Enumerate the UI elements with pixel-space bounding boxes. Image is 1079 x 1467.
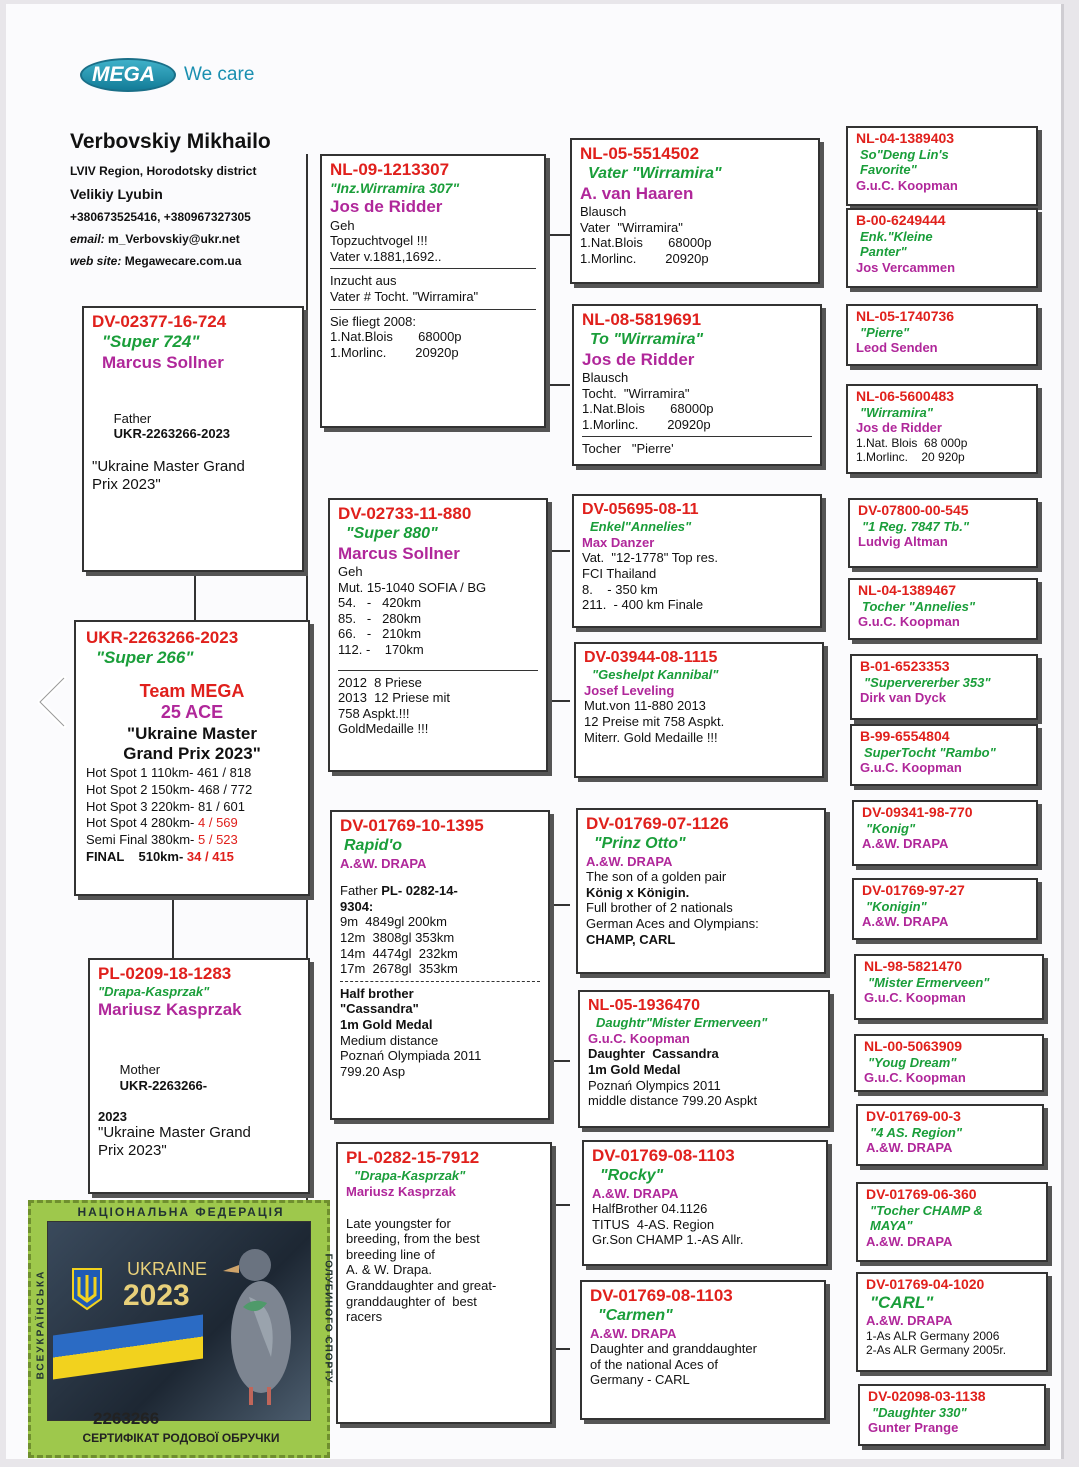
chevron-left-icon[interactable]	[32, 672, 72, 732]
info-line: HalfBrother 04.1126	[592, 1201, 708, 1217]
pigeon-name: "Konigin"	[866, 898, 927, 914]
breeder-name: A.&W. DRAPA	[866, 1140, 953, 1156]
ring-number: NL-04-1389403	[856, 130, 955, 146]
result-label: Semi Final 380km-	[86, 832, 195, 848]
ancestor-card-gen4[interactable]	[846, 304, 1038, 366]
breeder-name: A.&W. DRAPA	[586, 853, 673, 869]
pigeon-icon	[209, 1237, 305, 1409]
divider	[338, 670, 538, 671]
mm-line: granddaughter of best	[346, 1293, 477, 1309]
pigeon-name: So"Deng Lin's	[860, 146, 949, 162]
ring-number: DV-09341-98-770	[862, 804, 973, 820]
stamp-left-text: ВСЕУКРАЇНСЬКА	[35, 1269, 47, 1380]
info-line: 1.Nat.Blois 68000p	[582, 401, 714, 417]
breeder-name: A.&W. DRAPA	[592, 1185, 679, 1201]
web-label: web site:	[70, 254, 122, 268]
pigeon-name: "Mister Ermerveen"	[868, 974, 990, 990]
mf-line: 14m 4474gl 232km	[340, 945, 458, 961]
ancestor-card-gen3[interactable]	[574, 642, 824, 778]
divider	[330, 309, 536, 310]
info-line: TITUS 4-AS. Region	[592, 1216, 715, 1232]
pigeon-name: "Tocher CHAMP &	[870, 1202, 983, 1218]
fm-line: GoldMedaille !!!	[338, 721, 429, 737]
pigeon-name: "Rocky"	[600, 1167, 664, 1185]
info-line: 1.Nat. Blois 68 000p	[856, 435, 968, 450]
stamp-bottom-text: СЕРТИФІКАТ РОДОВОЇ ОБРУЧКИ	[82, 1431, 280, 1445]
breeder-name: Ludvig Altman	[858, 534, 948, 550]
mf-line: 9m 4849gl 200km	[340, 914, 447, 930]
mm-ring: PL-0282-15-7912	[346, 1148, 480, 1167]
mm-line: breeding line of	[346, 1246, 435, 1262]
pigeon-name: "Wirramira"	[860, 404, 933, 420]
subject-team: Team MEGA	[139, 680, 245, 701]
info-line: 2-As ALR Germany 2005r.	[866, 1343, 1007, 1358]
pigeon-name: "Konig"	[866, 820, 916, 836]
mother-card[interactable]	[88, 958, 310, 1194]
ff-line: Topzuchtvogel !!!	[330, 233, 428, 249]
info-line: 1.Morlinc. 20920p	[580, 250, 709, 266]
father-ring: DV-02377-16-724	[92, 312, 227, 331]
owner-web: Megawecare.com.ua	[124, 254, 242, 268]
connector	[546, 700, 570, 702]
stamp-top-text: НАЦІОНАЛЬНА ФЕДЕРАЦІЯ	[77, 1205, 285, 1219]
fm-line: Mut. 15-1040 SOFIA / BG	[338, 579, 487, 595]
mf-line: Medium distance	[340, 1032, 439, 1048]
breeder-name: Max Danzer	[582, 534, 655, 550]
result-label: Hot Spot 2 150km-	[86, 781, 195, 797]
mf-line: 12m 3808gl 353km	[340, 929, 455, 945]
pigeon-name: "Youg Dream"	[868, 1054, 957, 1070]
owner-info	[70, 130, 320, 268]
info-line: Mut.von 11-880 2013	[584, 698, 706, 714]
pigeon-name: "Pierre"	[860, 324, 910, 340]
ff-line: Inzucht aus	[330, 273, 397, 289]
ring-number: DV-01769-06-360	[866, 1186, 977, 1202]
result-row	[86, 832, 298, 849]
breeder-name: Gunter Prange	[868, 1420, 959, 1436]
mf-father-ref2: 9304:	[340, 898, 374, 914]
info-line: 1.Morlinc. 20 920p	[856, 450, 965, 465]
connector	[172, 894, 174, 960]
mother-ref-row	[98, 1046, 300, 1108]
ring-number: DV-01769-97-27	[862, 882, 965, 898]
breeder-name: Jos Vercammen	[856, 259, 956, 275]
info-line: Tocht. "Wirramira"	[582, 385, 690, 401]
owner-email: m_Verbovskiy@ukr.net	[108, 232, 240, 246]
ancestor-card-gen3[interactable]	[576, 808, 826, 974]
fm-line: 2013 12 Priese mit	[338, 690, 451, 706]
subject-card[interactable]	[74, 620, 310, 896]
result-label: Hot Spot 3 220km-	[86, 798, 195, 814]
father-name: "Super 724"	[102, 332, 200, 352]
breeder-name: A.&W. DRAPA	[866, 1313, 953, 1329]
result-row	[86, 765, 298, 782]
ring-number: NL-05-1936470	[588, 997, 701, 1014]
ancestor-card-gen4[interactable]	[852, 878, 1038, 940]
owner-phones: +380673525416, +380967327305	[70, 210, 251, 224]
ancestor-card-gen4[interactable]	[852, 800, 1038, 866]
mm-line: Late youngster for	[346, 1215, 451, 1231]
pedigree-sheet	[6, 4, 1064, 1459]
breeder-name: A.&W. DRAPA	[590, 1325, 677, 1341]
breeder-name: Josef Leveling	[584, 682, 675, 698]
pigeon-name: SuperTocht "Rambo"	[864, 744, 996, 760]
pigeon-name: Enk."Kleine	[860, 228, 933, 244]
connector	[194, 570, 196, 622]
pigeon-name: "Supervererber 353"	[864, 674, 991, 690]
breeder-name: G.u.C. Koopman	[860, 760, 962, 776]
ancestor-card-gen4[interactable]	[856, 1104, 1044, 1166]
ff-name: "Inz.Wirramira 307"	[330, 180, 460, 197]
ring-number: DV-02098-03-1138	[868, 1388, 986, 1404]
father-note: "Ukraine Master Grand	[92, 457, 245, 475]
pigeon-name: "Carmen"	[598, 1307, 673, 1325]
ancestor-card-gen3[interactable]	[572, 494, 822, 628]
breeder-name: A.&W. DRAPA	[862, 836, 949, 852]
granddam-maternal-card[interactable]	[336, 1142, 552, 1424]
mf-name: Rapid'o	[344, 837, 403, 855]
pigeon-name: To "Wirramira"	[590, 331, 704, 349]
mf-ring: DV-01769-10-1395	[340, 816, 484, 835]
ring-number: DV-03944-08-1115	[584, 649, 718, 666]
ring-number: B-00-6249444	[856, 212, 946, 228]
mf-father-row	[340, 883, 540, 899]
ancestor-card-gen3[interactable]	[582, 1140, 828, 1266]
mother-ring: PL-0209-18-1283	[98, 964, 232, 983]
breeder-name: Jos de Ridder	[582, 349, 695, 369]
info-line: Miterr. Gold Medaille !!!	[584, 729, 718, 745]
mf-line: 1m Gold Medal	[340, 1016, 433, 1032]
ring-number: NL-05-5514502	[580, 144, 700, 163]
father-label: Father	[113, 410, 152, 426]
mm-lines	[346, 1216, 542, 1325]
ancestor-card-gen3[interactable]	[580, 1280, 826, 1420]
mm-line: Granddaughter and great-	[346, 1277, 497, 1293]
info-line: Gr.Son CHAMP 1.-AS Allr.	[592, 1232, 744, 1248]
pigeon-name: "CARL"	[870, 1292, 934, 1312]
ring-number: NL-08-5819691	[582, 310, 702, 329]
mf-owner: A.&W. DRAPA	[340, 855, 427, 871]
mf-line: Poznań Olympiada 2011	[340, 1048, 482, 1064]
mf-line: "Cassandra"	[340, 1001, 419, 1017]
mega-logo	[80, 54, 280, 98]
ring-number: NL-00-5063909	[864, 1038, 963, 1054]
ring-number: DV-05695-08-11	[582, 501, 699, 518]
fm-line: 85. - 280km	[338, 610, 422, 626]
info-line: König x Königin.	[586, 884, 690, 900]
ring-number: DV-01769-04-1020	[866, 1276, 985, 1292]
fm-line: 112. - 170km	[338, 641, 424, 657]
ancestor-card-gen3[interactable]	[578, 990, 830, 1128]
pigeon-name: "Geshelpt Kannibal"	[592, 667, 719, 683]
result-label: Hot Spot 1 110km-	[86, 764, 194, 780]
ancestor-card-gen4[interactable]	[858, 1384, 1046, 1446]
result-value: 4 / 569	[198, 815, 238, 831]
logo-tagline: We care	[184, 64, 255, 85]
result-value: 5 / 523	[198, 832, 238, 848]
ff-line: Geh	[330, 217, 355, 233]
mf-line: 799.20 Asp	[340, 1063, 406, 1079]
fm-owner: Marcus Sollner	[338, 543, 460, 563]
info-line: middle distance 799.20 Aspkt	[588, 1093, 758, 1109]
ancestor-card-gen4[interactable]	[846, 384, 1038, 474]
subject-title: "Ukraine Master	[127, 723, 257, 743]
ring-number: B-01-6523353	[860, 658, 950, 674]
stamp-number: 2263266	[93, 1409, 160, 1428]
stamp-right-text: ГОЛУБИНОГО СПОРТУ	[322, 1253, 334, 1384]
info-line: CHAMP, CARL	[586, 931, 676, 947]
connector	[546, 384, 570, 386]
info-line: Germany - CARL	[590, 1372, 690, 1388]
result-row	[86, 782, 298, 799]
ancestor-card-gen4[interactable]	[846, 126, 1038, 206]
ancestor-card-gen4[interactable]	[850, 654, 1038, 720]
mm-line: racers	[346, 1309, 383, 1325]
connector	[546, 234, 570, 236]
grandsire-maternal-card[interactable]	[330, 810, 550, 1120]
ff-ring: NL-09-1213307	[330, 160, 450, 179]
pigeon-name: "Daughter 330"	[872, 1404, 967, 1420]
ancestor-card-gen4[interactable]	[846, 208, 1038, 288]
mother-name: "Drapa-Kasprzak"	[98, 984, 210, 1000]
breeder-name: A.&W. DRAPA	[862, 914, 949, 930]
pigeon-name: Favorite"	[860, 162, 917, 178]
info-line: 1.Morlinc. 20920p	[582, 416, 711, 432]
father-card[interactable]	[82, 306, 304, 572]
ancestor-card-gen4[interactable]	[848, 498, 1038, 568]
email-label: email:	[70, 232, 105, 246]
fm-line: 54. - 420km	[338, 595, 422, 611]
stamp-country: UKRAINE	[127, 1259, 208, 1279]
mother-owner: Mariusz Kasprzak	[98, 999, 242, 1019]
ancestor-card-gen3[interactable]	[570, 138, 820, 284]
result-row	[86, 815, 298, 832]
mother-ref: UKR-2263266-	[119, 1077, 208, 1093]
subject-ring: UKR-2263266-2023	[86, 628, 239, 647]
subject-results	[86, 765, 298, 866]
fm-lines	[338, 564, 538, 737]
mf-father-ref: PL- 0282-14-	[381, 883, 458, 899]
breeder-name: G.u.C. Koopman	[864, 990, 966, 1006]
result-label: Hot Spot 4 280km-	[86, 815, 195, 831]
father-owner: Marcus Sollner	[102, 352, 224, 372]
result-row	[86, 799, 298, 816]
pigeon-name: Daughtr"Mister Ermerveen"	[596, 1015, 768, 1031]
owner-name: Verbovskiy Mikhailo	[70, 130, 271, 153]
subject-ace: 25 ACE	[160, 702, 224, 723]
mf-line: 17m 2678gl 353km	[340, 961, 458, 977]
subject-title: Grand Prix 2023"	[123, 744, 261, 764]
result-value: 468 / 772	[198, 781, 253, 797]
breeder-name: G.u.C. Koopman	[858, 614, 960, 630]
fm-ring: DV-02733-11-880	[338, 504, 472, 523]
result-value: 461 / 818	[197, 764, 252, 780]
ring-number: NL-06-5600483	[856, 388, 955, 404]
result-value: 34 / 415	[186, 849, 234, 865]
pigeon-name: Panter"	[860, 244, 907, 260]
ancestor-card-gen4[interactable]	[848, 578, 1038, 640]
breeder-name: G.u.C. Koopman	[856, 177, 958, 193]
pigeon-name: "4 AS. Region"	[870, 1124, 963, 1140]
owner-email-row	[70, 232, 320, 246]
fm-name: "Super 880"	[346, 525, 438, 543]
ring-number: NL-98-5821470	[864, 958, 963, 974]
subject-name: "Super 266"	[96, 648, 194, 668]
info-line: Daughter Cassandra	[588, 1046, 719, 1062]
mm-line: breeding, from the best	[346, 1231, 480, 1247]
logo-brand: MEGA	[92, 63, 155, 86]
granddam-paternal-card[interactable]	[328, 498, 548, 772]
result-label: FINAL 510km-	[86, 849, 184, 865]
info-line: of the national Aces of	[590, 1356, 718, 1372]
info-line: Blausch	[580, 203, 627, 219]
ring-number: B-99-6554804	[860, 728, 950, 744]
ring-number: DV-01769-00-3	[866, 1108, 961, 1124]
owner-region: LVIV Region, Horodotsky district	[70, 164, 257, 178]
divider	[330, 268, 536, 269]
pigeon-name: Enkel"Annelies"	[590, 519, 692, 535]
mother-note: Prix 2023"	[98, 1142, 167, 1160]
info-line: Daughter and granddaughter	[590, 1341, 757, 1357]
father-note: Prix 2023"	[92, 475, 161, 493]
ancestor-card-gen4[interactable]	[854, 954, 1044, 1020]
pigeon-name: Vater "Wirramira"	[588, 165, 722, 183]
divider	[582, 436, 812, 437]
mother-note: "Ukraine Master Grand	[98, 1124, 251, 1142]
ring-number: DV-01769-08-1103	[590, 1286, 733, 1305]
ring-number: DV-01769-07-1126	[586, 814, 729, 833]
father-ref-row	[92, 395, 294, 457]
ring-number: DV-01769-08-1103	[592, 1146, 735, 1165]
pigeon-name: Tocher "Annelies"	[862, 598, 975, 614]
ring-number: DV-07800-00-545	[858, 502, 969, 518]
info-line: Poznań Olympics 2011	[588, 1077, 721, 1093]
mf-lines	[340, 883, 540, 1079]
ancestor-card-gen3[interactable]	[572, 304, 822, 466]
stamp-year: 2023	[123, 1279, 190, 1312]
info-line: 1.Nat.Blois 68000p	[580, 235, 712, 251]
fm-line: 758 Aspkt.!!!	[338, 705, 410, 721]
owner-town: Velikiy Lyubin	[70, 186, 163, 202]
ff-line: Vater v.1881,1692..	[330, 248, 442, 264]
pigeon-name: "1 Reg. 7847 Tb."	[862, 518, 969, 534]
ancestor-card-gen4[interactable]	[850, 724, 1038, 786]
pigeon-name: "Prinz Otto"	[594, 835, 686, 853]
trident-icon	[69, 1265, 105, 1313]
breeder-name: Dirk van Dyck	[860, 690, 946, 706]
mf-father-label: Father	[340, 883, 378, 899]
ring-number: NL-05-1740736	[856, 308, 955, 324]
fm-line: Geh	[338, 563, 363, 579]
breeder-name: Jos de Ridder	[856, 420, 942, 436]
owner-web-row	[70, 254, 320, 268]
info-line: 8. - 350 km	[582, 581, 658, 597]
info-line: The son of a golden pair	[586, 869, 727, 885]
ff-line: 1.Morlinc. 20920p	[330, 344, 459, 360]
father-ref: UKR-2263266-2023	[113, 426, 231, 442]
ancestor-card-gen4[interactable]	[854, 1034, 1044, 1092]
info-line: 211. - 400 km Finale	[582, 597, 704, 613]
grandsire-paternal-card[interactable]	[320, 154, 546, 428]
info-line: 1m Gold Medal	[588, 1061, 681, 1077]
info-line: FCI Thailand	[582, 565, 657, 581]
result-row	[86, 849, 298, 866]
ring-number: NL-04-1389467	[858, 582, 957, 598]
mm-owner: Mariusz Kasprzak	[346, 1183, 456, 1199]
ff-lines	[330, 218, 536, 361]
divider	[340, 981, 540, 982]
connector	[546, 550, 570, 552]
ff-line: Sie fliegt 2008:	[330, 313, 417, 329]
ancestor-card-gen4[interactable]	[856, 1272, 1048, 1372]
pigeon-name: MAYA"	[870, 1218, 913, 1234]
mother-label: Mother	[119, 1061, 161, 1077]
info-line: Blausch	[582, 369, 629, 385]
mf-line: Half brother	[340, 985, 414, 1001]
breeder-name: A.&W. DRAPA	[866, 1233, 953, 1249]
breeder-name: G.u.C. Koopman	[588, 1030, 690, 1046]
info-line: Tocher "Pierre'	[582, 441, 674, 457]
certificate-stamp	[28, 1200, 334, 1458]
fm-line: 2012 8 Priese	[338, 674, 422, 690]
breeder-name: A. van Haaren	[580, 183, 694, 203]
result-value: 81 / 601	[198, 798, 246, 814]
info-line: German Aces and Olympians:	[586, 915, 759, 931]
info-line: 1-As ALR Germany 2006	[866, 1328, 1000, 1343]
info-line: 12 Preise mit 758 Aspkt.	[584, 713, 725, 729]
mm-name: "Drapa-Kasprzak"	[354, 1168, 466, 1184]
ff-owner: Jos de Ridder	[330, 197, 443, 217]
info-line: Vat. "12-1778" Top res.	[582, 550, 718, 566]
breeder-name: G.u.C. Koopman	[864, 1070, 966, 1086]
ancestor-card-gen4[interactable]	[856, 1182, 1048, 1262]
fm-line: 66. - 210km	[338, 626, 422, 642]
ff-line: 1.Nat.Blois 68000p	[330, 329, 462, 345]
breeder-name: Leod Senden	[856, 340, 938, 356]
mm-line: A. & W. Drapa.	[346, 1262, 432, 1278]
info-line: Full brother of 2 nationals	[586, 900, 733, 916]
info-line: Vater "Wirramira"	[580, 219, 683, 235]
ff-line: Vater # Tocht. "Wirramira"	[330, 288, 479, 304]
mother-ref2: 2023	[98, 1108, 127, 1124]
